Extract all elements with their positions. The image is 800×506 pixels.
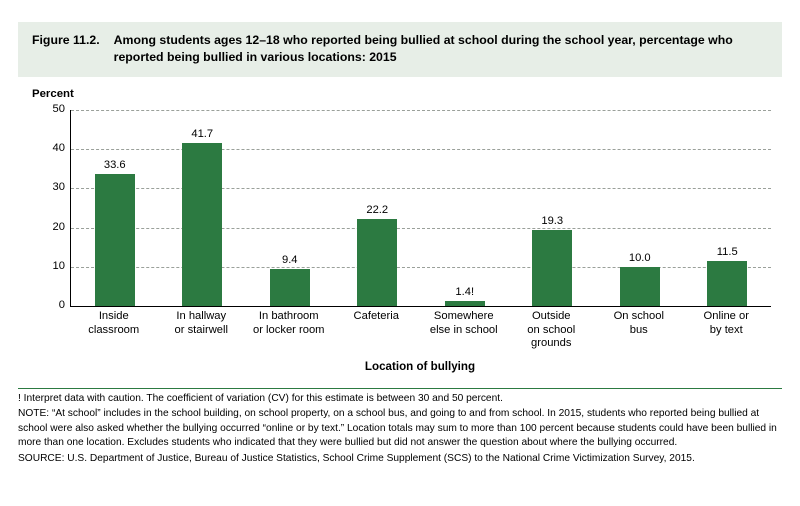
x-tick-label: Outside on school grounds (527, 310, 576, 350)
y-tick-label: 50 (52, 103, 65, 115)
footnote-divider (18, 388, 782, 389)
figure-title-band (18, 22, 782, 77)
bar-slot (684, 110, 772, 306)
bar-slot (71, 110, 159, 306)
x-axis-label: Location of bullying (364, 360, 476, 373)
bar (357, 219, 397, 306)
bar (270, 269, 310, 306)
bar (707, 261, 747, 306)
bar-value-label: 11.5 (716, 245, 738, 258)
bar-slot (246, 110, 334, 306)
bar-slot (334, 110, 422, 306)
bar (620, 267, 660, 306)
x-tick-label: Inside classroom (88, 310, 140, 336)
bar-value-label: 19.3 (541, 215, 564, 228)
figure-notes (18, 392, 782, 467)
y-tick-label: 0 (58, 299, 65, 311)
x-axis-tick-labels (70, 310, 770, 351)
bar-slot (159, 110, 247, 306)
bar-slot (421, 110, 509, 306)
bar-value-label: 1.4! (455, 285, 475, 298)
note-interpret: ! Interpret data with caution. The coefficient of variation (CV) for this estimate is between 30 and 50 percent. (18, 393, 503, 404)
x-tick-label: Somewhere else in school (429, 310, 498, 336)
bar-slot (509, 110, 597, 306)
page-title: Among students ages 12–18 who reported being bullied at school during the school year, percentage who reported being bullied in various locations: 2015 (113, 33, 733, 64)
figure-title-row (32, 32, 768, 65)
bar-chart (18, 88, 782, 388)
bar-value-label: 33.6 (103, 159, 126, 172)
bar (182, 143, 222, 306)
x-tick-label: Online or by text (703, 310, 749, 336)
y-tick-label: 20 (52, 220, 65, 233)
y-tick-label: 30 (52, 181, 65, 194)
x-tick-label: On school bus (613, 310, 664, 336)
figure-number: Figure 11.2. (32, 33, 100, 47)
bar (532, 230, 572, 306)
bar-value-label: 10.0 (628, 251, 651, 264)
y-axis-label: Percent (32, 88, 74, 100)
y-tick-label: 40 (52, 142, 65, 155)
plot-area (52, 103, 771, 311)
bar (95, 174, 135, 306)
x-tick-label: Cafeteria (353, 310, 399, 322)
x-tick-label: In hallway or stairwell (174, 310, 228, 336)
bar-value-label: 9.4 (281, 254, 298, 267)
y-tick-label: 10 (52, 259, 65, 272)
bar-value-label: 41.7 (191, 127, 214, 140)
x-tick-label: In bathroom or locker room (253, 310, 325, 336)
bar-series (71, 110, 771, 306)
bar-slot (596, 110, 684, 306)
bar-value-label: 22.2 (366, 203, 389, 216)
note-general: NOTE: “At school” includes in the school building, on school property, on a school bus, and going to and from school. In 2015, students who reported being bullied at school were also asked whether the bullying occurred “online or by text.” Location totals may sum to more than 100 percent because students could have been bullied in more than one location. Excludes students who indicated that they were bullied but did not answer the question about where the bullying occurred. (18, 408, 777, 449)
bar (445, 301, 485, 306)
note-source: SOURCE: U.S. Department of Justice, Bureau of Justice Statistics, School Crime Supplement (SCS) to the National Crime Victimization Survey, 2015. (18, 452, 695, 464)
